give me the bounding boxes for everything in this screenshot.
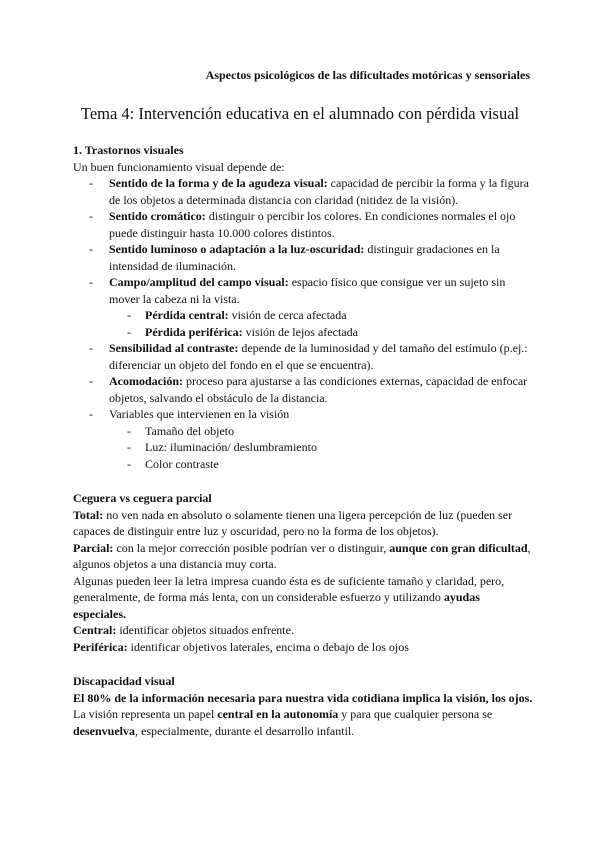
paragraph-central: Central: identificar objetos situados enfrente. [73,623,294,637]
section-heading-ceguera: Ceguera vs ceguera parcial [73,491,212,505]
sub-list-item: - Pérdida periférica: visión de lejos afectada [127,324,358,339]
list-item: - Sentido luminoso o adaptación a la luz-oscuridad: distinguir gradaciones en la intensidad de iluminación. [89,242,500,273]
running-header: Aspectos psicológicos de las dificultades motóricas y sensoriales [205,68,530,82]
sub-list-item: - Pérdida central: visión de cerca afectada [127,308,347,322]
sub-list-item: - Tamaño del objeto [127,423,235,438]
section-ceguera [73,490,533,655]
paragraph-autonomia: La visión representa un papel central en la autonomía y para que cualquier persona se desenvuelva, especialmente, durante el desarrollo infantil. [73,707,493,738]
paragraph-letra: Algunas pueden leer la letra impresa cuando ésta es de suficiente tamaño y claridad, pero, generalmente, de forma más lenta, con un considerable esfuerzo y utilizando ayudas especiales. [73,573,505,621]
key-statement: El 80% de la información necesaria para nuestra vida cotidiana implica la visión, los ojos. [73,690,533,705]
section-heading-trastornos: 1. Trastornos visuales [73,143,184,157]
list-item: - Sentido de la forma y de la agudeza visual: capacidad de percibir la forma y la figura de los objetos a determinada distancia con claridad (nitidez de la visión). [89,176,529,207]
paragraph-periferica: Periférica: identificar objetivos laterales, encima o debajo de los ojos [73,639,409,654]
list-item: - Sentido cromático: distinguir o percibir los colores. En condiciones normales el ojo puede distinguir hasta 10.000 colores distintos. [89,209,516,240]
paragraph-total: Total: no ven nada en absoluto o solamente tienen una ligera percepción de luz (pueden ser capaces de distinguir entre luz y oscuridad, pero no la forma de los objetos). [73,507,513,538]
paragraph-parcial: Parcial: con la mejor corrección posible podrían ver o distinguir, aunque con gran dificultad, algunos objetos a una distancia muy corta. [73,540,531,571]
sub-list-item: - Luz: iluminación/ deslumbramiento [127,440,317,454]
page-title: Tema 4: Intervención educativa en el alumnado con pérdida visual [80,104,520,123]
list-item: - Sensibilidad al contraste: depende de la luminosidad y del tamaño del estímulo (p.ej.: diferenciar un objeto del fondo en el que se encuentra). [89,341,528,372]
intro-text: Un buen funcionamiento visual depende de: [73,159,285,174]
section-heading-discapacidad: Discapacidad visual [73,674,175,688]
list-item: - Campo/amplitud del campo visual: espacio físico que consigue ver un sujeto sin mover la cabeza ni la vista. [89,275,506,306]
section-discapacidad [73,673,533,739]
sub-list-item: - Color contraste [127,456,219,471]
document-body [73,142,533,739]
list-item: - Acomodación: proceso para ajustarse a las condiciones externas, capacidad de enfocar objetos, salvando el obstáculo de la distancia. [89,374,528,405]
list-item: - Variables que intervienen en la visión [89,407,290,421]
